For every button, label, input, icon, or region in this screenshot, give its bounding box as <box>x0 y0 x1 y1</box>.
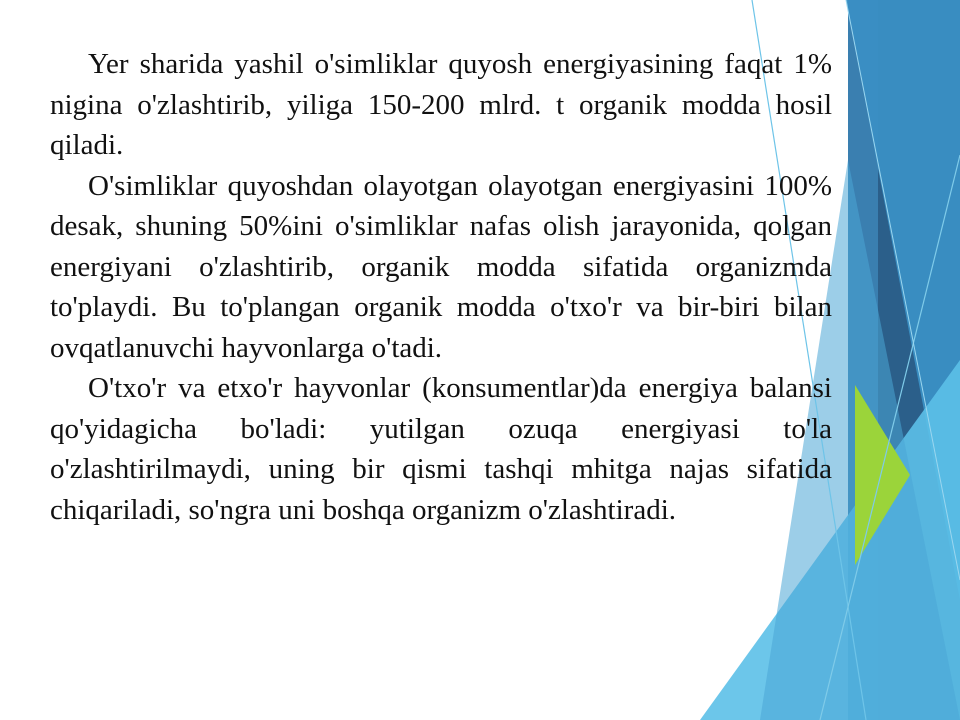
slide-text-body <box>50 44 832 530</box>
paragraph-1: Yer sharida yashil o'simliklar quyosh energiyasining faqat 1% nigina o'zlashtirib, yiliga 150-200 mlrd. t organik modda hosil qiladi. <box>50 48 832 161</box>
paragraph-3: O'txo'r va etxo'r hayvonlar (konsumentlar)da energiya balansi qo'yidagicha bo'ladi: yutilgan ozuqa energiyasi to'la o'zlashtirilmaydi, uning bir qismi tashqi mhitga najas sifatida chiqariladi, so'ngra uni boshqa organizm o'zlashtiradi. <box>50 372 832 526</box>
paragraph-2: O'simliklar quyoshdan olayotgan olayotgan energiyasini 100% desak, shuning 50%ini o'simliklar nafas olish jarayonida, qolgan energiyani o'zlashtirib, organik modda sifatida organizmda to'playdi. Bu to'plangan organik modda o'txo'r va bir-biri bilan ovqatlanuvchi hayvonlarga o'tadi. <box>50 169 832 364</box>
